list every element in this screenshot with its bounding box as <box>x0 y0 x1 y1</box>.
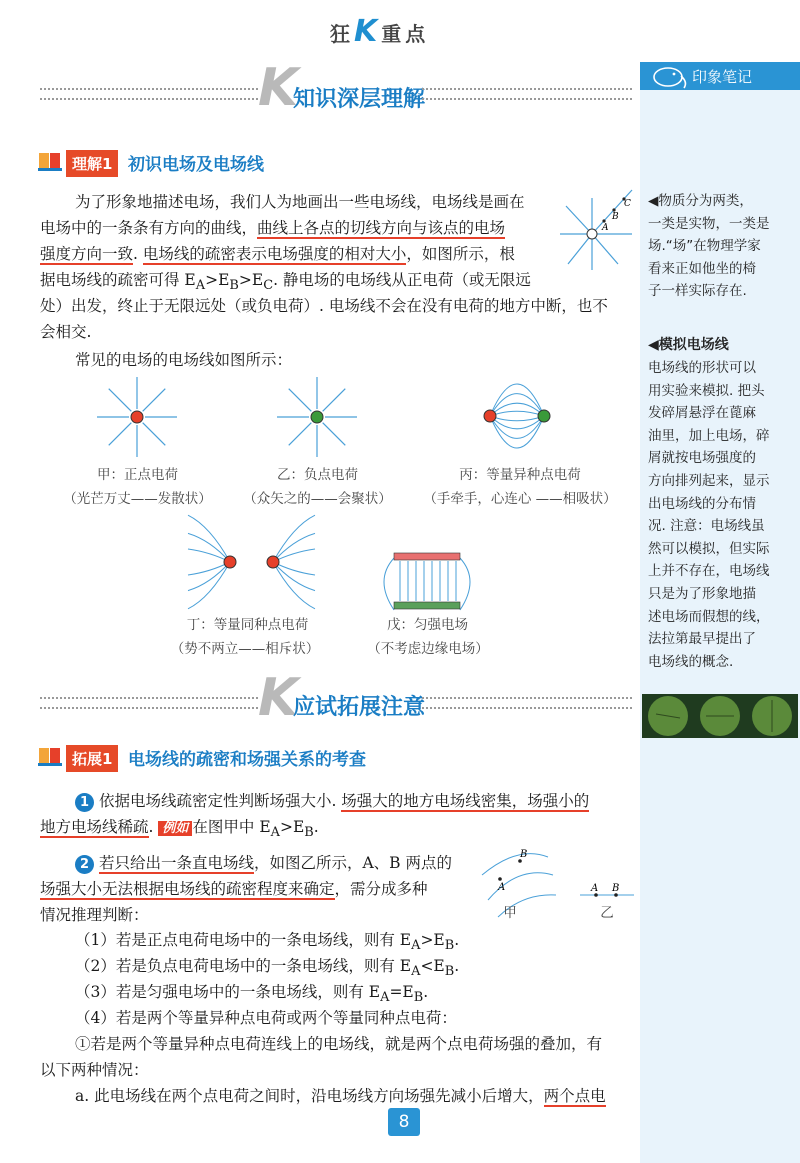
section2-title: 应试拓展注意 <box>293 695 426 720</box>
case-3: （3）若是匀强电场中的一条电场线，则有 $E_A=E_B$. <box>75 983 429 1006</box>
uniform-field-figure <box>372 550 482 620</box>
field-line <box>490 416 544 421</box>
elephant-icon <box>648 62 690 90</box>
negative-charge-figure <box>275 375 360 460</box>
iron-filings-photo <box>642 694 798 738</box>
fig-yi-name: 乙：负点电荷 <box>277 467 358 483</box>
fig-bing-desc: （手牵手，心连心 ——相吸状） <box>423 491 617 507</box>
svg-text:B: B <box>520 849 528 860</box>
sidebar-note2-line: 电场线的概念. <box>648 653 734 670</box>
sidebar-note1: ◀物质分为两类， 一类是实物，一类是 场.“场”在物理学家 看来正如他坐的椅 子一样实际存在. <box>648 193 770 300</box>
para1-line2: 电场中的一条条有方向的曲线，曲线上各点的切线方向与该点的电场 <box>40 219 506 237</box>
sub1-line2: 以下两种情况： <box>40 1061 149 1079</box>
para1-line7: 常见的电场的电场线如图所示： <box>75 351 293 369</box>
fig-ding-desc: （势不两立——相斥状） <box>170 641 320 657</box>
topic-label: 理解1 <box>66 150 118 177</box>
case-1: （1）若是正点电荷电场中的一条电场线，则有 $E_A>E_B$. <box>75 931 460 954</box>
sidebar-note2-line: 油里，加上电场，碎 <box>648 427 770 444</box>
fig-jia-desc: （光芒万丈——发散状） <box>63 491 212 507</box>
sidebar-note2-line: 电场线的形状可以 <box>648 360 756 376</box>
book-icon <box>38 150 62 176</box>
svg-text:C: C <box>624 199 631 209</box>
sidebar-note2-line: 上并不存在，电场线 <box>648 563 770 580</box>
para1-line1: 为了形象地描述电场，我们人为地画出一些电场线，电场线是画在 <box>75 193 525 211</box>
case-4: （4）若是两个等量异种点电荷或两个等量同种点电荷： <box>75 1009 457 1027</box>
sidebar-note2-line: 出电场线的分布情 <box>648 495 756 512</box>
fig2-jia-label: 甲 <box>503 905 517 921</box>
topic2-label: 拓展1 <box>66 745 118 772</box>
sidebar-note2-line: 发碎屑悬浮在蓖麻 <box>648 405 756 422</box>
book-icon-2 <box>38 745 62 771</box>
sidebar-note2-line: 屑就按电场强度的 <box>648 450 756 467</box>
sidebar-note2-line: 然可以模拟，但实际 <box>648 540 770 557</box>
topic2-title: 电场线的疏密和场强关系的考查 <box>128 750 366 770</box>
like-charges-figure <box>185 512 320 612</box>
opposite-charges-figure <box>448 370 588 465</box>
sidebar-header: 印象笔记 <box>640 62 800 90</box>
sidebar-note2-line: 述电场而假想的线， <box>648 608 770 625</box>
field-line <box>323 389 346 412</box>
para1-line4: 据电场线的疏密可得 $E_A>E_B>E_C$. 静电场的电场线从正电荷（或无限远 <box>40 271 531 294</box>
field-line <box>289 423 312 446</box>
field-line <box>188 533 230 562</box>
field-line <box>289 389 312 412</box>
header-title: 狂K重点 <box>330 14 430 49</box>
field-line <box>143 389 166 412</box>
svg-text:B: B <box>612 212 619 222</box>
fig2-yi-label: 乙 <box>600 905 614 921</box>
banner-dots-left <box>40 88 258 100</box>
fig-wu-name: 戊：匀强电场 <box>387 617 468 633</box>
sidebar-note2-title: ◀模拟电场线 <box>648 337 729 353</box>
field-line <box>490 416 544 438</box>
section-title: 知识深层理解 <box>293 87 426 112</box>
example-tag: 例如 <box>158 821 192 836</box>
section-k-logo: K <box>258 58 299 118</box>
sub1-line1: ①若是两个等量异种点电荷连线上的电场线，就是两个点电荷场强的叠加，有 <box>75 1035 603 1053</box>
field-line <box>490 411 544 416</box>
para1-line3: 强度方向一致. 电场线的疏密表示电场强度的相对大小，如图所示，根 <box>40 245 515 263</box>
field-line <box>143 423 166 446</box>
sidebar-note2 <box>648 357 796 673</box>
banner2-dots-left <box>40 697 258 709</box>
fig-wu-desc: （不考虑边缘电场） <box>367 641 489 657</box>
field-line <box>273 562 315 591</box>
field-line <box>109 423 132 446</box>
field-line <box>323 423 346 446</box>
page-number: 8 <box>388 1108 420 1136</box>
suba-line: a. 此电场线在两个点电荷之间时，沿电场线方向场强先减小后增大，两个点电 <box>75 1087 606 1105</box>
item2-line3: 情况推理判断： <box>40 906 149 924</box>
svg-text:A: A <box>498 882 506 893</box>
positive-charge-figure <box>95 375 180 460</box>
fig-yi-straight-line <box>578 880 638 900</box>
fig-yi-desc: （众矢之的——会聚状） <box>243 491 392 507</box>
sidebar-note2-line: 只是为了形象地描 <box>648 585 756 602</box>
fig-jia-name: 甲：正点电荷 <box>97 467 178 483</box>
para1-line6: 会相交. <box>40 323 92 341</box>
case-2: （2）若是负点电荷电场中的一条电场线，则有 $E_A<E_B$. <box>75 957 460 980</box>
topic-title: 初识电场及电场线 <box>128 155 264 175</box>
sidebar-note2-line: 法拉第最早提出了 <box>648 631 756 648</box>
field-line <box>490 394 544 416</box>
field-line <box>188 562 230 591</box>
item2-line1: 2 若只给出一条直电场线，如图乙所示，A、B 两点的 <box>75 850 452 877</box>
sidebar-note2-line: 方向排列起来，显示 <box>648 472 770 489</box>
fig-ding-name: 丁：等量同种点电荷 <box>186 617 309 633</box>
field-line <box>273 533 315 562</box>
item1-line1: 1 依据电场线疏密定性判断场强大小. 场强大的地方电场线密集，场强小的 <box>75 788 589 815</box>
banner2-dots-right <box>422 697 632 709</box>
banner-dots-right <box>422 88 632 100</box>
svg-text:A: A <box>602 223 609 233</box>
single-charge-figure <box>556 182 636 272</box>
para1-line5: 处）出发，终止于无限远处（或负电荷）. 电场线不会在没有电荷的地方中断，也不 <box>40 297 608 315</box>
section2-k-logo: K <box>258 668 299 728</box>
svg-text:B: B <box>612 883 620 894</box>
sidebar-note2-line: 况. 注意：电场线虽 <box>648 518 765 535</box>
item1-line2: 地方电场线稀疏. 例如 在图甲中 $E_A>E_B$. <box>40 818 319 841</box>
svg-text:A: A <box>591 883 599 894</box>
fig-bing-name: 丙：等量异种点电荷 <box>459 467 581 483</box>
field-line <box>109 389 132 412</box>
sidebar-note2-line: 用实验来模拟. 把头 <box>648 382 765 399</box>
item2-line2: 场强大小无法根据电场线的疏密程度来确定，需分成多种 <box>40 880 428 898</box>
